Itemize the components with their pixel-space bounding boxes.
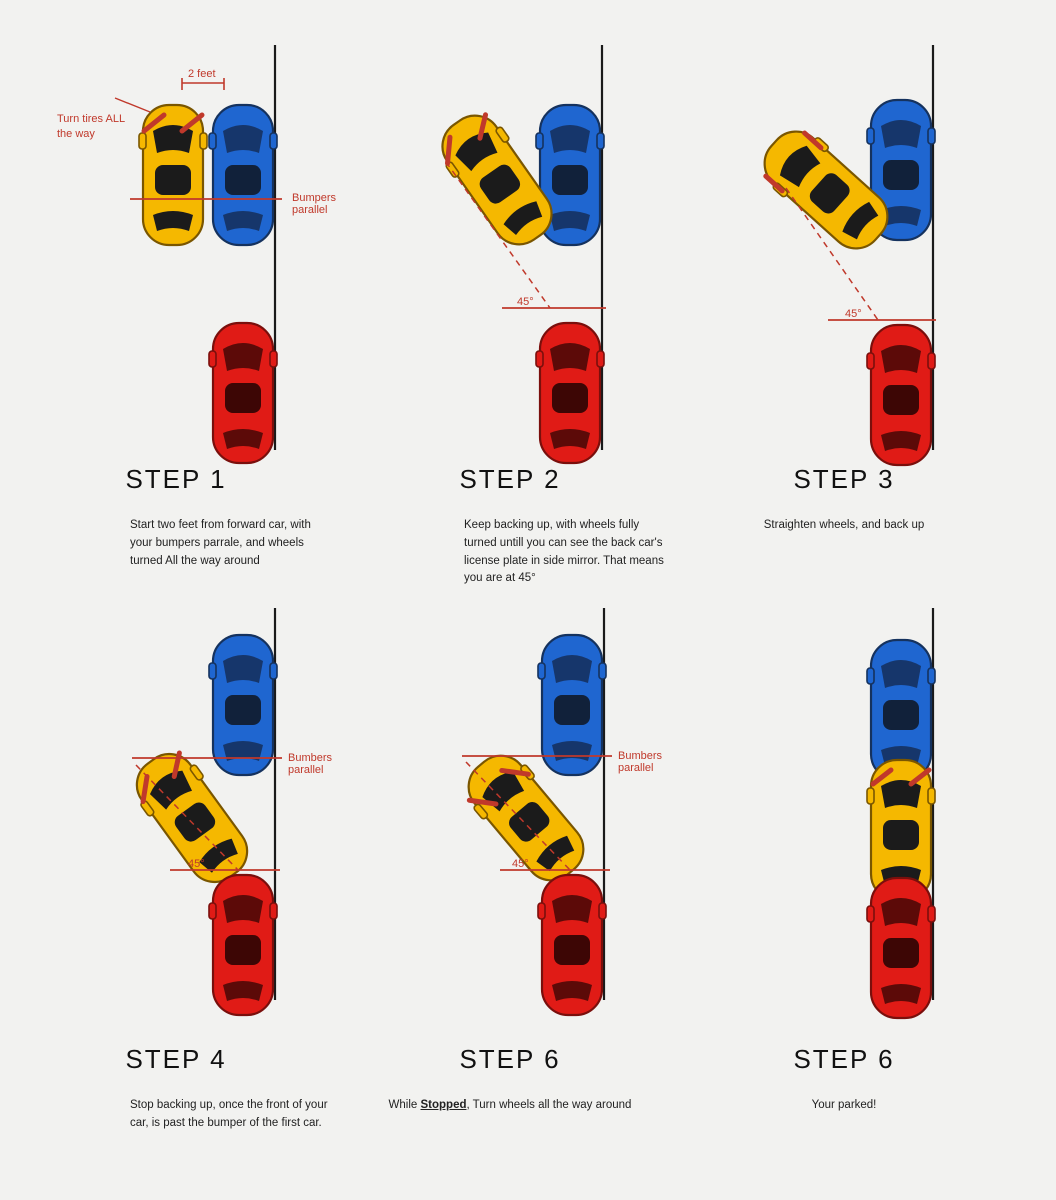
step-6-description: Your parked! <box>811 1099 877 1111</box>
step-1-illustration <box>0 20 352 460</box>
step-1-title: STEP 1 <box>125 464 227 494</box>
angle-label: 45° <box>845 308 862 320</box>
yellow-car <box>139 105 207 245</box>
angle-label: 45° <box>188 858 205 870</box>
step-1-description: Start two feet from forward car, with your bumpers parrale, and wheels turned All the way around <box>130 519 311 567</box>
step-panel-2 <box>334 20 686 600</box>
bumpers-parallel-label: Bumpers parallel <box>292 192 337 216</box>
step-panel-5 <box>334 600 686 1180</box>
turn-tires-label: Turn tires ALL the way <box>57 113 125 140</box>
step-panel-1 <box>0 20 352 600</box>
bumpers-parallel-label: Bumbers parallel <box>288 752 333 776</box>
red-car <box>209 323 277 463</box>
angle-label: 45° <box>512 858 529 870</box>
step-panel-4 <box>0 600 352 1180</box>
red-car <box>538 875 606 1015</box>
blue-car <box>209 635 277 775</box>
step-panel-3 <box>668 20 1020 600</box>
step-4-description: Stop backing up, once the front of your car, is past the bumper of the first car. <box>130 1099 328 1129</box>
blue-car <box>538 635 606 775</box>
step-5-desc-after: , Turn wheels all the way around <box>466 1099 632 1111</box>
step-5-title: STEP 6 <box>459 1044 561 1074</box>
step-2-title: STEP 2 <box>459 464 561 494</box>
step-5-description <box>334 1097 686 1115</box>
red-car <box>536 323 604 463</box>
step-panel-6 <box>668 600 1020 1180</box>
red-car <box>867 325 935 465</box>
step-4-title: STEP 4 <box>125 1044 227 1074</box>
angle-label: 45° <box>517 296 534 308</box>
step-5-desc-emphasis: Stopped <box>420 1099 467 1111</box>
turn-tires-pointer <box>115 98 150 112</box>
bumpers-parallel-label: Bumbers parallel <box>618 750 663 774</box>
step-3-description: Straighten wheels, and back up <box>763 519 925 531</box>
step-3-title: STEP 3 <box>793 464 895 494</box>
blue-car <box>209 105 277 245</box>
red-car <box>209 875 277 1015</box>
step-5-illustration <box>334 600 686 1040</box>
step-6-illustration <box>668 600 1020 1040</box>
step-2-illustration <box>334 20 686 460</box>
step-4-illustration <box>0 600 352 1040</box>
step-5-desc-before: While <box>388 1099 421 1111</box>
two-feet-label: 2 feet <box>188 68 216 80</box>
red-car <box>867 878 935 1018</box>
step-6-title: STEP 6 <box>793 1044 895 1074</box>
step-2-description: Keep backing up, with wheels fully turned untill you can see the back car's license plate in side mirror. That means you are at 45° <box>464 519 664 585</box>
step-3-illustration <box>668 20 1020 460</box>
